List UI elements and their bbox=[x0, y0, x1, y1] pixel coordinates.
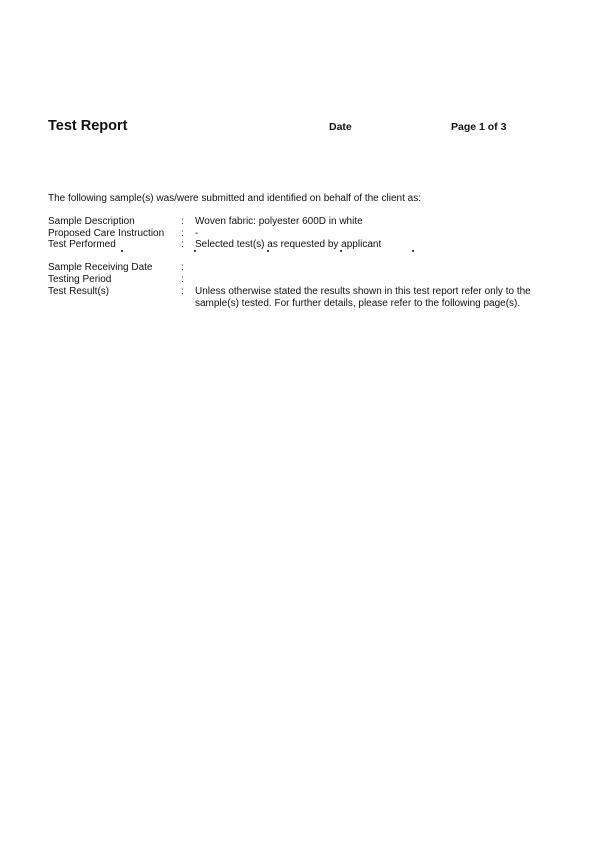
field-value: - bbox=[195, 228, 199, 239]
bullet-dot bbox=[412, 250, 414, 252]
field-value: Selected test(s) as requested by applicant bbox=[195, 239, 382, 250]
field-colon: : bbox=[181, 216, 184, 227]
field-label: Sample Receiving Date bbox=[48, 262, 153, 273]
field-value: Woven fabric: polyester 600D in white bbox=[195, 216, 363, 227]
field-row-sample-description bbox=[48, 216, 568, 228]
date-label: Date bbox=[329, 121, 352, 133]
field-colon: : bbox=[181, 286, 184, 297]
field-colon: : bbox=[181, 262, 184, 273]
field-row-testing-period bbox=[48, 274, 568, 286]
field-colon: : bbox=[181, 274, 184, 285]
field-label: Test Performed bbox=[48, 239, 116, 250]
field-row-receiving-date bbox=[48, 262, 568, 274]
intro-text: The following sample(s) was/were submitted and identified on behalf of the client as: bbox=[48, 193, 421, 204]
field-colon: : bbox=[181, 239, 184, 250]
field-label: Testing Period bbox=[48, 274, 112, 285]
field-row-test-results bbox=[48, 286, 568, 312]
bullet-dot bbox=[121, 250, 123, 252]
report-header bbox=[48, 118, 568, 138]
page-number: Page 1 of 3 bbox=[451, 121, 507, 133]
bullet-dot-row bbox=[48, 250, 568, 256]
field-label: Proposed Care Instruction bbox=[48, 228, 165, 239]
bullet-dot bbox=[194, 250, 196, 252]
bullet-dot bbox=[340, 250, 342, 252]
bullet-dot bbox=[267, 250, 269, 252]
field-label: Sample Description bbox=[48, 216, 135, 227]
field-colon: : bbox=[181, 228, 184, 239]
report-title: Test Report bbox=[48, 118, 128, 134]
field-value: Unless otherwise stated the results shown in this test report refer only to the sample(s) tested. For further details, please refer to the following page(s). bbox=[195, 286, 531, 309]
field-label: Test Result(s) bbox=[48, 286, 110, 297]
